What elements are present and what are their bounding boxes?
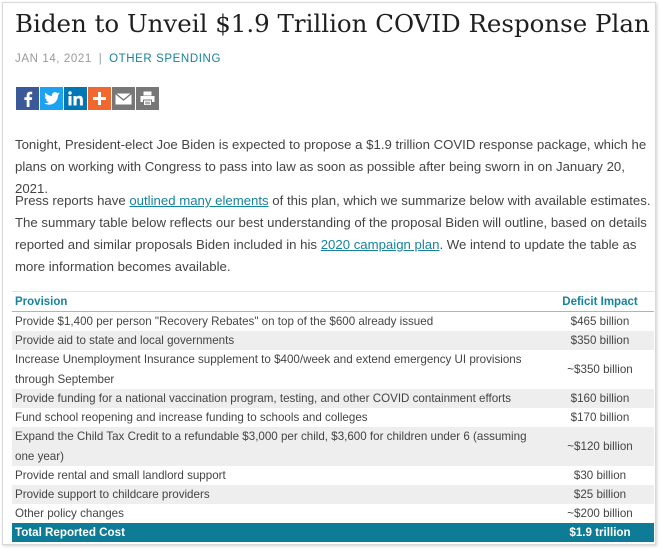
impact-cell: $350 billion xyxy=(546,331,654,350)
article-meta xyxy=(15,53,221,65)
email-share-button[interactable] xyxy=(112,87,135,110)
provision-cell: Increase Unemployment Insurance supplement to $400/week and extend emergency UI provisions through September xyxy=(15,353,522,386)
table-row xyxy=(12,331,654,350)
provision-cell: Provide $1,400 per person "Recovery Rebates" on top of the $600 already issued xyxy=(15,315,434,328)
print-icon xyxy=(140,91,155,106)
total-label: Total Reported Cost xyxy=(12,523,546,542)
twitter-share-button[interactable] xyxy=(40,87,63,110)
facebook-icon xyxy=(21,91,35,107)
impact-cell: $170 billion xyxy=(570,411,630,424)
provision-cell: Provide rental and small landlord support xyxy=(15,469,226,482)
impact-cell: ~$350 billion xyxy=(567,363,633,376)
table-row xyxy=(12,427,654,466)
impact-cell: $465 billion xyxy=(570,315,630,328)
impact-cell: ~$120 billion xyxy=(546,427,654,466)
table-row xyxy=(12,389,654,408)
table-row xyxy=(12,350,654,389)
article-title: Biden to Unveil $1.9 Trillion COVID Response Plan xyxy=(15,9,650,38)
facebook-share-button[interactable] xyxy=(16,87,39,110)
paragraph-text: of this plan, which we summarize below with available estimates. The summary table below reflects our best understanding of the proposal Biden will outline, based on details reported and similar proposals Biden included in his xyxy=(15,193,651,252)
cost-table xyxy=(12,291,654,542)
paragraph-text: . We intend to update the table as more information becomes available. xyxy=(15,237,637,274)
table-row xyxy=(12,504,654,523)
provision-cell: Provide aid to state and local governments xyxy=(12,331,546,350)
paragraph-text: Press reports have xyxy=(15,193,130,208)
plus-icon xyxy=(93,92,106,105)
impact-cell: ~$200 billion xyxy=(567,507,633,520)
campaign-plan-link[interactable]: 2020 campaign plan xyxy=(320,237,440,252)
category-link[interactable]: OTHER SPENDING xyxy=(109,53,221,65)
table-row xyxy=(12,408,654,427)
provision-cell: Fund school reopening and increase funding to schools and colleges xyxy=(15,411,368,424)
table-header-row xyxy=(12,292,654,312)
provision-header: Provision xyxy=(12,292,546,312)
impact-cell: $30 billion xyxy=(573,469,627,482)
provision-cell: Provide support to childcare providers xyxy=(12,485,546,504)
print-share-button[interactable] xyxy=(136,87,159,110)
table-row xyxy=(12,466,654,485)
provision-cell: Provide funding for a national vaccination program, testing, and other COVID containment efforts xyxy=(12,389,546,408)
provision-cell: Expand the Child Tax Credit to a refundable $3,000 per child, $3,600 for children under 6 (assuming one year) xyxy=(12,427,546,466)
more-share-button[interactable] xyxy=(88,87,111,110)
email-icon xyxy=(115,93,132,105)
linkedin-share-button[interactable] xyxy=(64,87,87,110)
outlined-elements-link[interactable]: outlined many elements xyxy=(129,193,269,208)
article-date: JAN 14, 2021 xyxy=(15,53,92,65)
intro-paragraph: Tonight, President-elect Joe Biden is expected to propose a $1.9 trillion COVID response package, which he plans on working with Congress to pass into law as soon as possible after being sworn in on January 20, 2021. xyxy=(15,137,647,196)
summary-paragraph xyxy=(15,190,655,278)
provision-cell: Other policy changes xyxy=(15,507,124,520)
total-value: $1.9 trillion xyxy=(546,523,654,542)
meta-separator: | xyxy=(98,53,103,65)
impact-cell: $160 billion xyxy=(546,389,654,408)
table-row xyxy=(12,485,654,504)
table-row xyxy=(12,312,654,332)
total-row xyxy=(12,523,654,542)
linkedin-icon xyxy=(68,91,83,106)
article-card xyxy=(2,2,656,545)
impact-cell: $25 billion xyxy=(546,485,654,504)
twitter-icon xyxy=(44,92,60,106)
share-bar xyxy=(16,87,159,110)
deficit-impact-header: Deficit Impact xyxy=(546,292,654,312)
